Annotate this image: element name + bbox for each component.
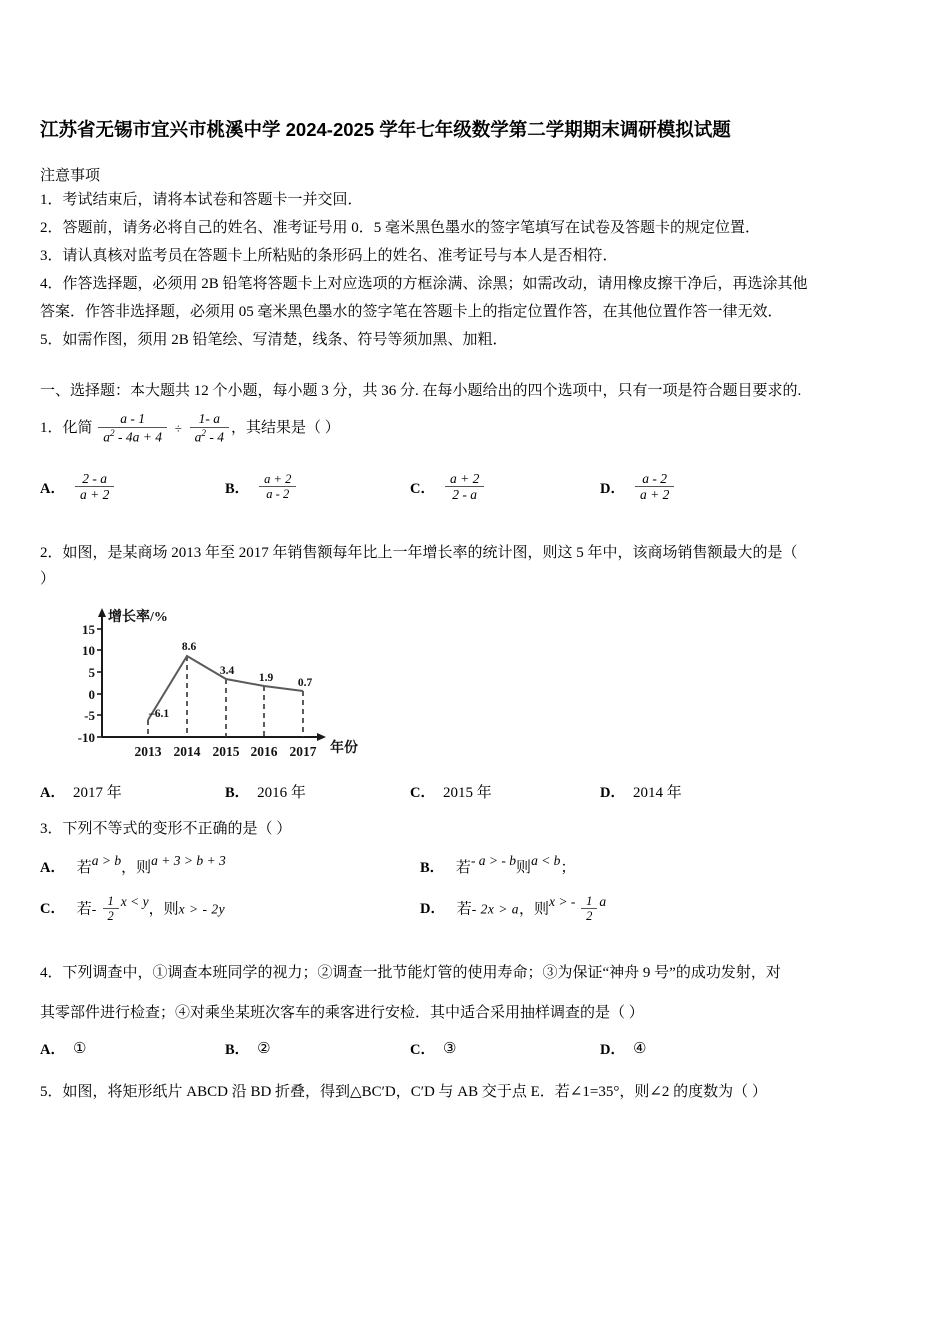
option-math-2-post: a xyxy=(599,893,607,909)
option-fraction: $\frac{1}{2}$ xyxy=(103,894,119,924)
y-tick-label: 10 xyxy=(82,642,95,658)
option-lead: 若 xyxy=(456,900,472,917)
option-fraction: $\frac{2 - a}{a + 2}$ xyxy=(75,471,114,503)
question-1-option-c[interactable] xyxy=(410,472,600,504)
option-label: D． xyxy=(600,481,625,498)
option-label: A． xyxy=(40,784,65,801)
option-text: ③ xyxy=(442,1041,457,1058)
option-math-2: a + 3 > b + 3 xyxy=(151,852,226,868)
growth-rate-line-chart xyxy=(62,604,920,769)
option-lead: 若 xyxy=(455,859,471,876)
option-text: ② xyxy=(257,1041,271,1058)
question-1-fraction-2 xyxy=(190,411,229,445)
question-1-number: 1． xyxy=(40,420,63,437)
option-math-2-pre: x > - xyxy=(549,893,576,909)
option-label: C． xyxy=(410,1042,435,1059)
option-tail: ； xyxy=(560,859,576,876)
fraction-denominator: $a^2 - 4a + 4$ xyxy=(103,427,162,445)
option-text: ④ xyxy=(632,1041,647,1058)
option-mid: ，则 xyxy=(121,859,152,876)
question-3-option-d[interactable] xyxy=(420,895,840,925)
question-3-option-b[interactable] xyxy=(420,852,840,877)
question-2-stem-line2: ） xyxy=(40,570,56,587)
question-3 xyxy=(40,816,920,842)
question-1-stem-prefix: 化简 xyxy=(62,420,93,437)
question-2-number: 2． xyxy=(40,544,63,561)
page-content xyxy=(40,0,920,1105)
question-3-options-row-1 xyxy=(40,852,920,877)
question-2-option-b[interactable] xyxy=(225,781,410,802)
section-heading-multiple-choice: 一、选择题：本大题共 12 个小题，每小题 3 分，共 36 分. 在每小题给出的四个选项中，只有一项是符合题目要求的. xyxy=(40,383,802,399)
data-label-2016: 1.9 xyxy=(258,671,274,684)
option-math-1: - 2x > a xyxy=(471,900,519,916)
option-text: 2015 年 xyxy=(442,784,492,801)
divide-operator-icon: ÷ xyxy=(174,420,182,436)
y-axis-arrow-icon xyxy=(98,608,106,617)
question-2-options xyxy=(40,781,920,802)
option-label: D． xyxy=(600,784,625,801)
question-2-stem: 如图，是某商场 2013 年至 2017 年销售额每年比上一年增长率的统计图，则这 5 年中，该商场销售额最大的是（ xyxy=(62,544,798,561)
option-label: D． xyxy=(600,1042,625,1059)
option-label: B． xyxy=(225,1042,250,1059)
option-label: A． xyxy=(40,859,65,876)
notice-line-1: 1．考试结束后，请将本试卷和答题卡一并交回． xyxy=(40,192,363,208)
fraction-denominator: $a^2 - 4$ xyxy=(194,427,224,445)
option-label: C． xyxy=(40,900,65,917)
x-tick-label: 2015 xyxy=(212,743,240,759)
option-math-1: x < y xyxy=(120,893,149,909)
x-tick-label: 2013 xyxy=(134,743,162,759)
option-text: ① xyxy=(72,1041,87,1058)
question-2-option-d[interactable] xyxy=(600,781,790,802)
x-tick-label: 2017 xyxy=(289,743,317,759)
x-tick-label: 2016 xyxy=(250,743,278,759)
y-axis-title: 增长率/% xyxy=(108,609,168,625)
page-title: 江苏省无锡市宜兴市桃溪中学 2024-2025 学年七年级数学第二学期期末调研模拟试题 xyxy=(40,119,731,140)
option-mid: ，则 xyxy=(148,900,179,917)
notice-line-2: 2．答题前，请务必将自己的姓名、准考证号用 0．5 毫米黑色墨水的签字笔填写在试卷及答题卡的规定位置． xyxy=(40,220,761,236)
question-4-stem-line2: 其零部件进行检查；④对乘坐某班次客车的乘客进行安检．其中适合采用抽样调查的是（ ） xyxy=(40,1005,644,1022)
data-label-2017: 0.7 xyxy=(297,676,313,689)
question-3-options-row-2 xyxy=(40,895,920,925)
y-tick-label: 5 xyxy=(88,664,95,680)
question-4-option-a[interactable] xyxy=(40,1038,225,1059)
question-4-option-d[interactable] xyxy=(600,1038,790,1059)
y-tick-label: 0 xyxy=(88,686,95,702)
notice-line-5: 5．如需作图，须用 2B 铅笔绘、写清楚，线条、符号等须加黑、加粗． xyxy=(40,332,508,348)
question-4-stem-line1: 下列调查中，①调查本班同学的视力；②调查一批节能灯管的使用寿命；③为保证“神舟 9 号”的成功发射，对 xyxy=(62,965,781,982)
question-1-options xyxy=(40,472,920,504)
option-label: C． xyxy=(410,481,435,498)
x-axis-title: 年份 xyxy=(330,740,358,756)
option-text: 2016 年 xyxy=(257,784,306,801)
option-label: B． xyxy=(420,859,445,876)
question-1-stem-suffix: ，其结果是（ ） xyxy=(230,420,340,437)
option-math-2: x > - 2y xyxy=(178,900,226,916)
question-3-option-c[interactable] xyxy=(40,895,420,925)
question-4-number: 4． xyxy=(40,965,63,982)
option-text: 2014 年 xyxy=(632,784,682,801)
question-2-option-c[interactable] xyxy=(410,781,600,802)
option-label: A． xyxy=(40,481,65,498)
option-mid: 则 xyxy=(516,859,532,876)
option-label: B． xyxy=(225,481,250,498)
question-1-option-d[interactable] xyxy=(600,472,790,504)
question-1-fraction-1 xyxy=(98,411,167,445)
fraction-numerator: a - 1 xyxy=(98,411,167,428)
y-tick-label: -10 xyxy=(77,729,95,745)
minus-sign: - xyxy=(91,900,97,916)
question-2 xyxy=(40,540,920,566)
question-5 xyxy=(40,1079,920,1105)
notice-heading: 注意事项 xyxy=(40,168,101,184)
notice-line-4-cont: 答案．作答非选择题，必须用 05 毫米黑色墨水的签字笔在答题卡上的指定位置作答，在其他位置作答一律无效． xyxy=(40,304,783,320)
option-fraction: $\frac{a + 2}{a - 2}$ xyxy=(259,472,296,502)
y-tick-label: -5 xyxy=(84,707,95,723)
option-fraction: $\frac{1}{2}$ xyxy=(581,894,597,924)
question-4-option-b[interactable] xyxy=(225,1038,410,1059)
question-3-stem: 下列不等式的变形不正确的是（ ） xyxy=(62,820,292,837)
data-label-2015: 3.4 xyxy=(219,664,235,677)
option-label: A． xyxy=(40,1042,65,1059)
option-label: C． xyxy=(410,784,435,801)
option-mid: ，则 xyxy=(518,900,549,917)
option-lead: 若 xyxy=(76,859,92,876)
option-fraction: $\frac{a + 2}{2 - a}$ xyxy=(445,471,484,503)
option-label: B． xyxy=(225,784,250,801)
option-fraction: $\frac{a - 2}{a + 2}$ xyxy=(635,471,674,503)
x-tick-label: 2014 xyxy=(173,743,201,759)
fraction-numerator: 1- a xyxy=(190,411,229,428)
option-lead: 若 xyxy=(76,900,92,917)
question-5-number: 5． xyxy=(40,1084,63,1101)
question-1 xyxy=(40,412,920,446)
data-label-2014: 8.6 xyxy=(181,640,197,653)
option-text: 2017 年 xyxy=(72,784,122,801)
question-1-option-a[interactable] xyxy=(40,472,225,504)
question-4 xyxy=(40,960,920,986)
x-axis-arrow-icon xyxy=(317,733,326,741)
y-tick-label: 15 xyxy=(82,621,95,637)
question-2-option-a[interactable] xyxy=(40,781,225,802)
notice-line-3: 3．请认真核对监考员在答题卡上所粘贴的条形码上的姓名、准考证号与本人是否相符． xyxy=(40,248,618,264)
option-math-1: - a > - b xyxy=(470,852,517,868)
data-label-2013: –6.1 xyxy=(148,707,170,720)
x-tick-labels xyxy=(135,744,317,759)
question-4-options xyxy=(40,1038,920,1059)
y-tick-labels xyxy=(78,622,96,745)
option-math-2: a < b xyxy=(531,852,561,868)
option-math-1: a > b xyxy=(91,852,122,868)
question-3-number: 3． xyxy=(40,820,63,837)
chart-svg xyxy=(62,604,362,764)
question-1-option-b[interactable] xyxy=(225,472,410,504)
question-5-stem: 如图，将矩形纸片 ABCD 沿 BD 折叠，得到△BC′D，C′D 与 AB 交于点 E．若∠1=35°，则∠2 的度数为（ ） xyxy=(62,1084,767,1101)
question-4-option-c[interactable] xyxy=(410,1038,600,1059)
option-label: D． xyxy=(420,900,445,917)
notice-line-4: 4．作答选择题，必须用 2B 铅笔将答题卡上对应选项的方框涂满、涂黑；如需改动，请用橡皮擦干净后，再选涂其他 xyxy=(40,276,808,292)
question-3-option-a[interactable] xyxy=(40,852,420,877)
